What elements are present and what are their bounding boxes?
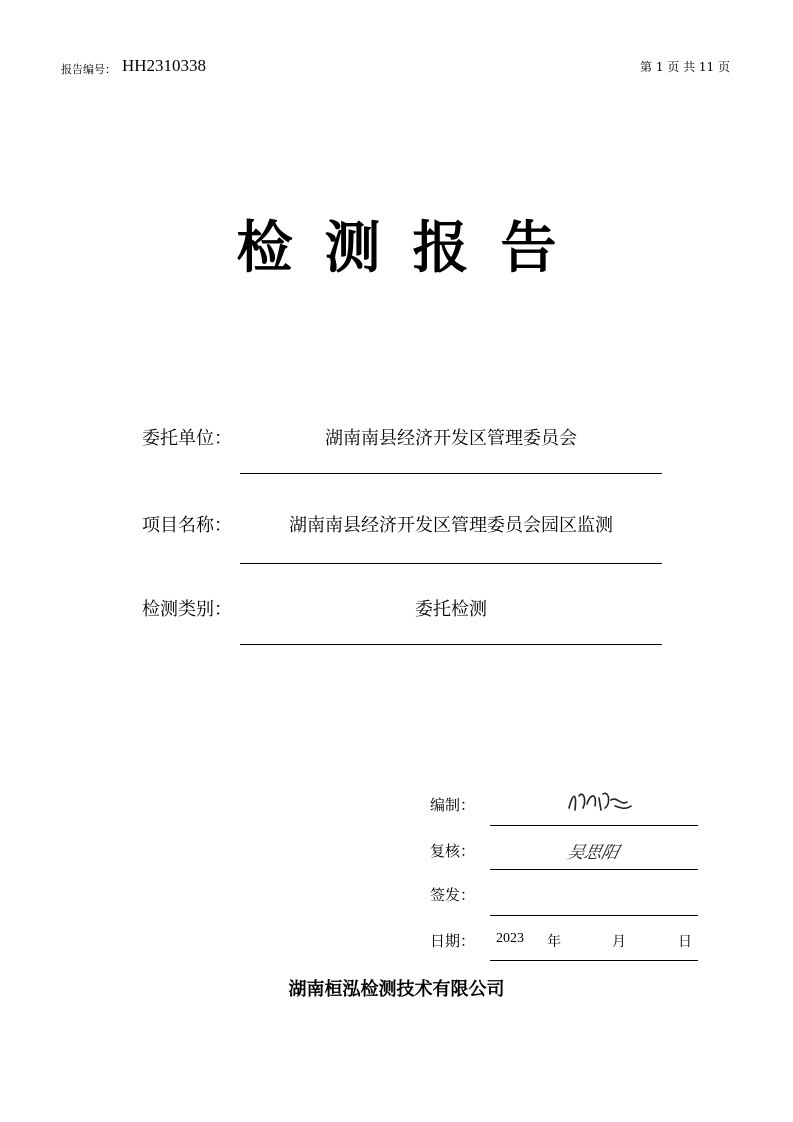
page-info: 第 1 页 共 11 页 [640, 60, 730, 74]
report-title: 检测报告 [236, 216, 589, 281]
compiled-by-label: 编制： [430, 796, 476, 814]
reviewed-by-label: 复核： [430, 842, 476, 860]
report-number-label: 报告编号： [61, 63, 116, 76]
test-category-label: 检测类别： [142, 599, 232, 620]
project-name-value: 湖南南县经济开发区管理委员会园区监测 [289, 515, 613, 536]
date-day-unit: 日 [678, 935, 692, 950]
issued-by-line [490, 915, 698, 916]
test-category-value: 委托检测 [415, 599, 487, 620]
client-underline [240, 473, 662, 474]
client-label: 委托单位： [142, 428, 232, 449]
project-name-underline [240, 563, 662, 564]
date-year: 2023 [496, 931, 524, 946]
date-line [490, 960, 698, 961]
project-name-label: 项目名称： [142, 515, 232, 536]
test-category-underline [240, 644, 662, 645]
date-year-unit: 年 [547, 935, 561, 950]
reviewed-by-line [490, 869, 698, 870]
compiled-by-signature [565, 786, 635, 816]
report-number-value: HH2310338 [122, 56, 207, 75]
issued-by-label: 签发： [430, 886, 476, 904]
client-value: 湖南南县经济开发区管理委员会 [325, 428, 577, 449]
compiled-by-line [490, 825, 698, 826]
company-name: 湖南桓泓检测技术有限公司 [288, 979, 505, 1000]
date-label: 日期： [430, 932, 476, 950]
reviewed-by-signature: 吴思阳 [565, 843, 621, 863]
date-month-unit: 月 [612, 935, 626, 950]
